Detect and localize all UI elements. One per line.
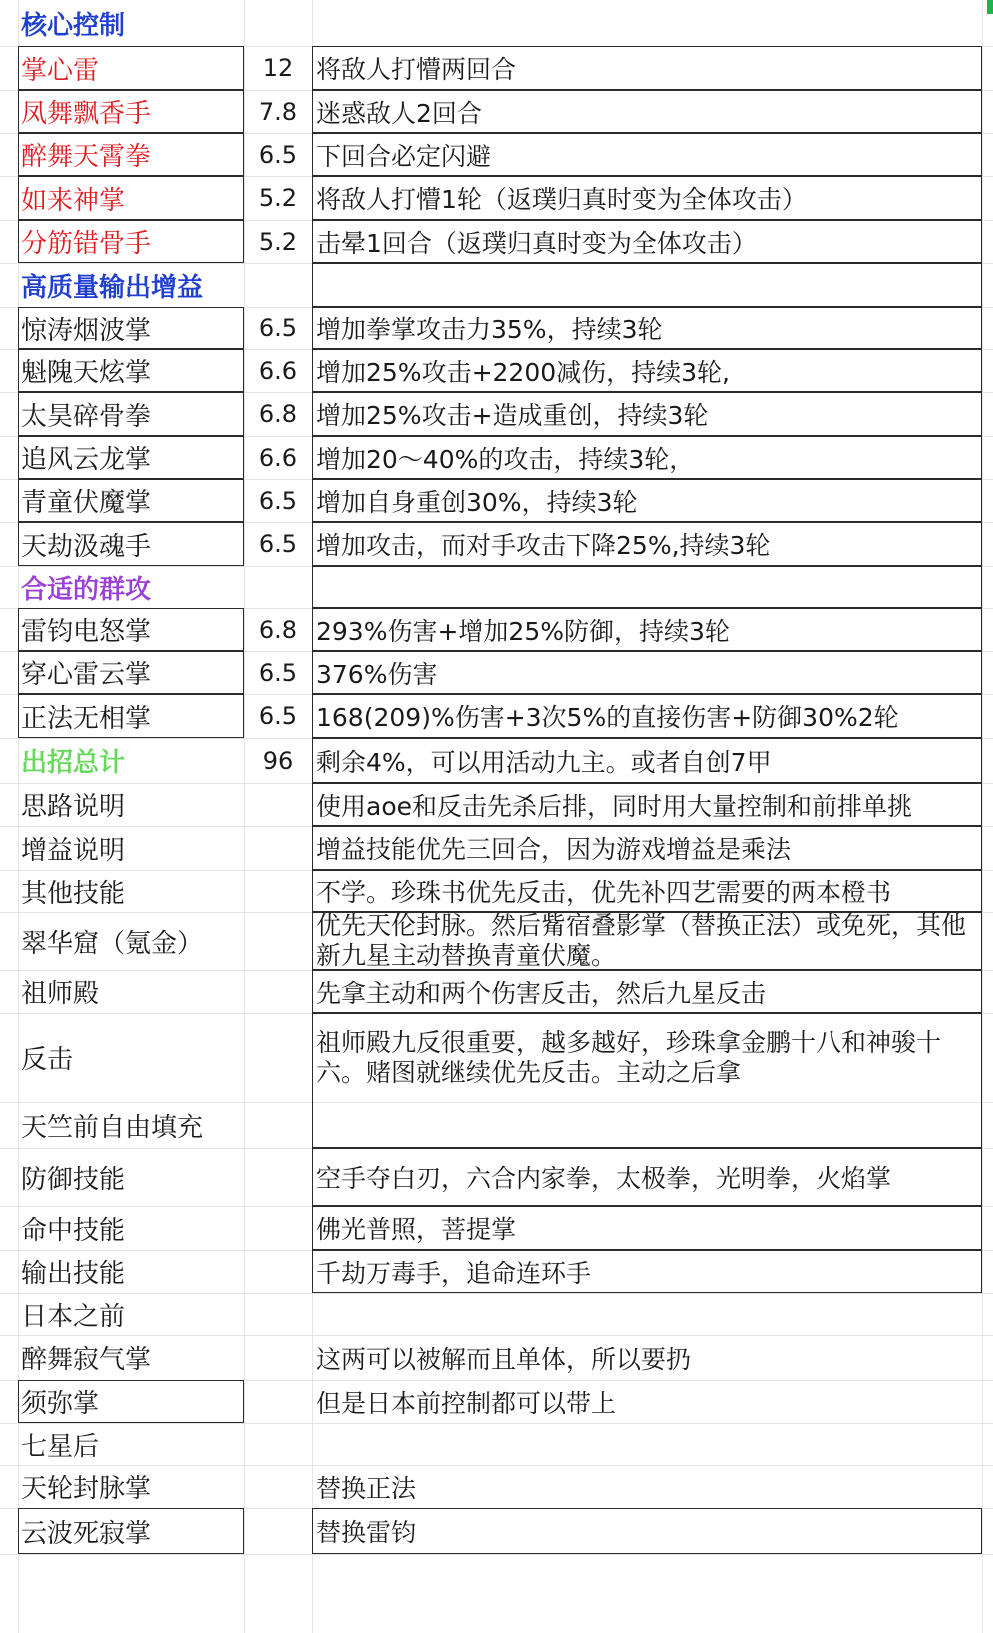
cell-name[interactable]: 防御技能 xyxy=(21,1164,126,1195)
table-row xyxy=(0,870,993,912)
cell-description[interactable]: 增加攻击，而对手攻击下降25%,持续3轮 xyxy=(316,531,771,560)
cell-description[interactable]: 增加拳掌攻击力35%，持续3轮 xyxy=(316,315,663,344)
cell-name[interactable]: 如来神掌 xyxy=(21,185,126,216)
cell-description[interactable]: 增加25%攻击+造成重创，持续3轮 xyxy=(316,401,709,430)
cell-name[interactable]: 醉舞寂气掌 xyxy=(21,1345,152,1375)
table-row xyxy=(0,1423,993,1465)
cell-name[interactable]: 七星后 xyxy=(21,1431,100,1462)
cell-value[interactable] xyxy=(244,1380,312,1423)
cell-value[interactable] xyxy=(244,566,312,608)
cell-value[interactable] xyxy=(244,1508,312,1554)
cell-description[interactable]: 先拿主动和两个伤害反击，然后九星反击 xyxy=(316,978,767,1008)
cell-description[interactable]: 千劫万毒手，追命连环手 xyxy=(316,1258,592,1288)
cell-description[interactable]: 下回合必定闪避 xyxy=(316,141,492,171)
cell-name[interactable]: 天竺前自由填充 xyxy=(21,1112,204,1143)
cell-description[interactable]: 击晕1回合（返璞归真时变为全体攻击） xyxy=(316,228,757,258)
cell-value[interactable] xyxy=(244,0,312,46)
table-row xyxy=(0,133,993,176)
cell-value[interactable]: 5.2 xyxy=(258,184,298,212)
cell-description[interactable]: 增加25%攻击+2200减伤，持续3轮, xyxy=(316,357,730,387)
cell-value[interactable] xyxy=(244,1102,312,1148)
table-row xyxy=(0,46,993,90)
cell-description[interactable]: 但是日本前控制都可以带上 xyxy=(316,1388,617,1418)
cell-name[interactable]: 魁隗天炫掌 xyxy=(21,358,152,388)
cell-name[interactable]: 核心控制 xyxy=(21,10,126,41)
cell-name[interactable]: 掌心雷 xyxy=(21,55,100,86)
table-row xyxy=(0,1250,993,1293)
table-row xyxy=(0,1380,993,1423)
cell-name[interactable]: 太昊碎骨拳 xyxy=(21,401,152,432)
cell-value[interactable] xyxy=(244,783,312,826)
cell-value[interactable]: 6.5 xyxy=(258,140,298,169)
cell-description[interactable] xyxy=(312,1423,982,1465)
cell-description[interactable]: 迷惑敌人2回合 xyxy=(316,98,482,128)
cell-value[interactable] xyxy=(244,1013,312,1102)
table-row xyxy=(0,566,993,608)
cell-name[interactable]: 醉舞天霄拳 xyxy=(21,142,152,172)
cell-description[interactable]: 优先天伦封脉。然后觜宿叠影掌（替换正法）或免死，其他新九星主动替换青童伏魔。 xyxy=(316,912,967,970)
cell-name[interactable]: 其他技能 xyxy=(21,878,126,909)
cell-name[interactable]: 雷钧电怒掌 xyxy=(21,617,152,647)
cell-description[interactable]: 替换正法 xyxy=(316,1473,417,1503)
cell-value[interactable] xyxy=(244,912,312,970)
cell-value[interactable]: 6.5 xyxy=(258,486,298,515)
table-row xyxy=(0,1148,993,1206)
table-row xyxy=(0,783,993,826)
cell-value[interactable]: 6.6 xyxy=(258,443,298,472)
cell-name[interactable]: 天劫汲魂手 xyxy=(21,531,152,562)
cell-value[interactable] xyxy=(244,1293,312,1335)
table-row xyxy=(0,522,993,566)
cell-value[interactable]: 6.8 xyxy=(258,400,298,428)
cell-description[interactable] xyxy=(312,263,982,307)
cell-description[interactable]: 将敌人打懵两回合 xyxy=(316,55,517,84)
cell-name[interactable]: 正法无相掌 xyxy=(21,703,152,734)
cell-description[interactable]: 使用aoe和反击先杀后排，同时用大量控制和前排单挑 xyxy=(316,791,912,821)
cell-description[interactable] xyxy=(312,1293,982,1335)
cell-name[interactable]: 须弥掌 xyxy=(21,1389,100,1419)
cell-name[interactable]: 追风云龙掌 xyxy=(21,445,152,475)
cell-description[interactable] xyxy=(312,566,982,608)
cell-name[interactable]: 高质量输出增益 xyxy=(21,272,204,303)
cell-value[interactable] xyxy=(244,826,312,870)
cell-value[interactable]: 96 xyxy=(262,746,294,775)
cell-description[interactable]: 增加自身重创30%，持续3轮 xyxy=(316,487,638,517)
cell-description[interactable] xyxy=(312,1102,982,1148)
table-row xyxy=(0,479,993,522)
cell-description[interactable]: 这两可以被解而且单体，所以要扔 xyxy=(316,1344,692,1374)
cell-value[interactable] xyxy=(244,870,312,912)
table-row xyxy=(0,436,993,479)
table-row xyxy=(0,651,993,694)
table-row xyxy=(0,263,993,307)
cell-description[interactable]: 空手夺白刃，六合内家拳，太极拳，光明拳，火焰掌 xyxy=(316,1164,892,1193)
cell-description[interactable]: 替换雷钧 xyxy=(316,1518,417,1547)
cell-value[interactable] xyxy=(244,1465,312,1508)
table-row xyxy=(0,176,993,220)
cell-value[interactable] xyxy=(244,1148,312,1206)
table-row xyxy=(0,349,993,392)
cell-value[interactable] xyxy=(244,1423,312,1465)
table-row xyxy=(0,307,993,349)
table-row xyxy=(0,90,993,133)
table-row xyxy=(0,1013,993,1102)
table-row xyxy=(0,694,993,738)
cell-value[interactable]: 6.5 xyxy=(258,314,298,342)
cell-name[interactable]: 惊涛烟波掌 xyxy=(21,315,152,346)
table-row xyxy=(0,1206,993,1250)
cell-description[interactable]: 376%伤害 xyxy=(316,659,438,689)
cell-description[interactable]: 佛光普照，菩提掌 xyxy=(316,1215,517,1244)
cell-description[interactable]: 不学。珍珠书优先反击，优先补四艺需要的两本橙书 xyxy=(316,878,892,907)
cell-name[interactable]: 日本之前 xyxy=(21,1301,126,1332)
cell-name[interactable]: 命中技能 xyxy=(21,1215,126,1246)
cell-value[interactable] xyxy=(244,1250,312,1293)
table-row xyxy=(0,608,993,651)
cell-description[interactable] xyxy=(312,0,982,46)
cell-value[interactable] xyxy=(244,263,312,307)
table-row xyxy=(0,1293,993,1335)
table-row xyxy=(0,392,993,436)
cell-name[interactable]: 思路说明 xyxy=(21,792,126,822)
table-row xyxy=(0,220,993,263)
cell-value[interactable] xyxy=(244,970,312,1013)
cell-description[interactable]: 将敌人打懵1轮（返璞归真时变为全体攻击） xyxy=(316,185,807,214)
cell-name[interactable]: 出招总计 xyxy=(21,748,126,778)
cell-description[interactable]: 祖师殿九反很重要，越多越好，珍珠拿金鹏十八和神骏十六。赌图就继续优先反击。主动之后拿 xyxy=(316,1027,942,1087)
cell-name[interactable]: 增益说明 xyxy=(21,835,126,866)
cell-value[interactable]: 6.5 xyxy=(258,658,298,687)
table-row xyxy=(0,1102,993,1148)
table-row xyxy=(0,0,993,46)
cell-description[interactable]: 168(209)%伤害+3次5%的直接伤害+防御30%2轮 xyxy=(316,703,899,732)
cell-value[interactable] xyxy=(244,1206,312,1250)
cell-name[interactable]: 云波死寂掌 xyxy=(21,1518,152,1549)
cell-name[interactable]: 输出技能 xyxy=(21,1259,126,1289)
cell-name[interactable]: 翠华窟（氪金） xyxy=(21,928,204,959)
cell-name[interactable]: 祖师殿 xyxy=(21,979,100,1009)
cell-value[interactable]: 6.8 xyxy=(258,615,298,644)
gridline xyxy=(0,1554,993,1555)
cell-value[interactable]: 5.2 xyxy=(258,227,298,256)
cell-name[interactable]: 穿心雷云掌 xyxy=(21,660,152,690)
cell-description[interactable]: 剩余4%，可以用活动九主。或者自创7甲 xyxy=(316,747,772,777)
cell-description[interactable]: 增益技能优先三回合，因为游戏增益是乘法 xyxy=(316,835,792,864)
cell-name[interactable]: 凤舞飘香手 xyxy=(21,99,152,129)
cell-name[interactable]: 天轮封脉掌 xyxy=(21,1474,152,1504)
cell-name[interactable]: 反击 xyxy=(21,1045,74,1075)
cell-name[interactable]: 分筋错骨手 xyxy=(21,229,152,259)
cell-value[interactable]: 6.5 xyxy=(258,530,298,558)
table-row xyxy=(0,1508,993,1554)
cell-value[interactable]: 6.5 xyxy=(258,702,298,730)
table-row xyxy=(0,1335,993,1380)
table-row xyxy=(0,738,993,783)
cell-description[interactable]: 增加20～40%的攻击，持续3轮， xyxy=(316,444,695,474)
table-row xyxy=(0,970,993,1013)
table-row xyxy=(0,826,993,870)
cell-name[interactable]: 青童伏魔掌 xyxy=(21,488,152,518)
cell-name[interactable]: 合适的群攻 xyxy=(21,574,152,605)
cell-description[interactable]: 293%伤害+增加25%防御，持续3轮 xyxy=(316,616,730,646)
table-row xyxy=(0,1465,993,1508)
cell-value[interactable]: 12 xyxy=(262,54,294,82)
cell-value[interactable] xyxy=(244,1335,312,1380)
cell-value[interactable]: 6.6 xyxy=(258,356,298,385)
cell-value[interactable]: 7.8 xyxy=(258,97,298,126)
table-row xyxy=(0,912,993,970)
